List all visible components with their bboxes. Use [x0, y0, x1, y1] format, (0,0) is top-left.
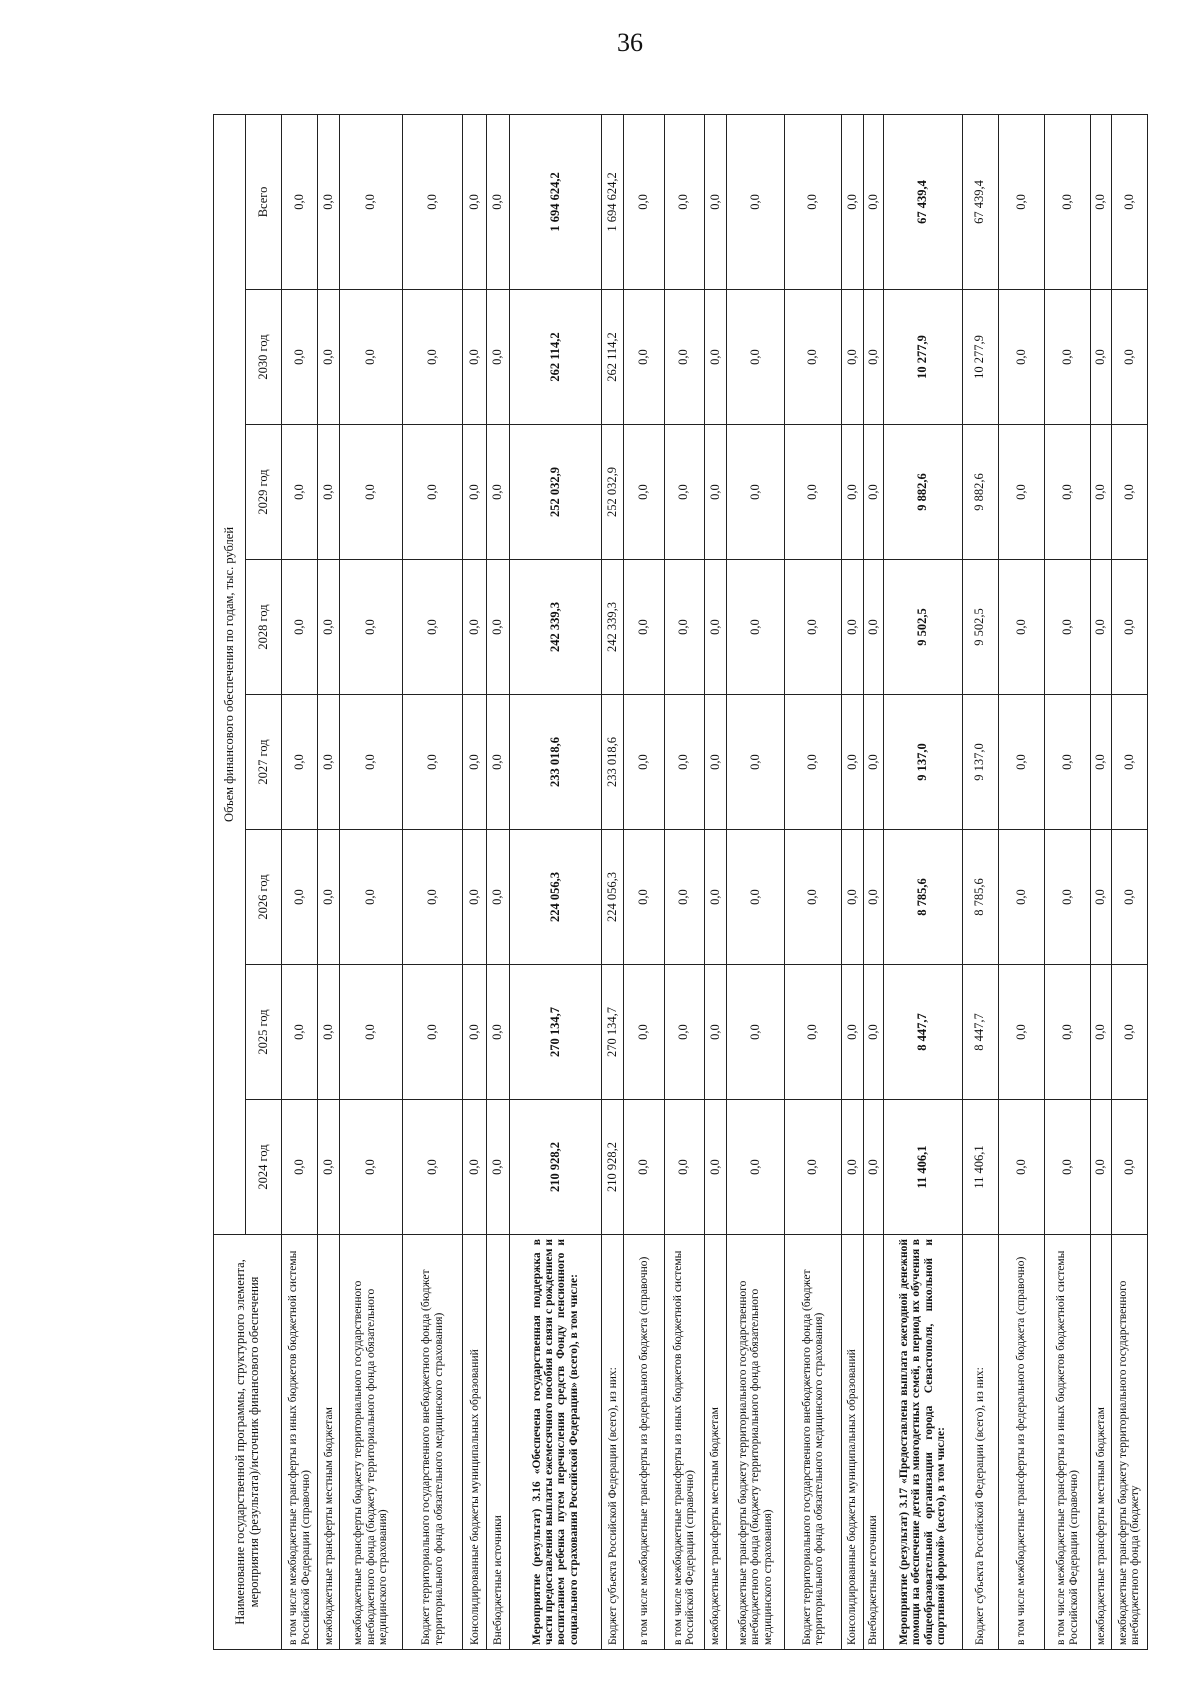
cell-value: 0,0 — [402, 560, 462, 695]
cell-value: 0,0 — [402, 830, 462, 965]
cell-value: 9 882,6 — [962, 425, 998, 560]
cell-total: 0,0 — [463, 114, 487, 289]
cell-value: 0,0 — [318, 965, 340, 1100]
cell-value: 0,0 — [841, 560, 863, 695]
cell-value: 9 502,5 — [962, 560, 998, 695]
cell-value: 0,0 — [841, 695, 863, 830]
cell-total: 0,0 — [282, 114, 318, 289]
cell-value: 0,0 — [998, 965, 1044, 1100]
table-row — [1111, 114, 1147, 1649]
budget-table — [213, 114, 1148, 1650]
row-name: межбюджетные трансферты местным бюджетам — [318, 1235, 340, 1650]
cell-total: 67 439,4 — [884, 114, 963, 289]
cell-value: 0,0 — [664, 965, 704, 1100]
cell-value: 0,0 — [1091, 1100, 1111, 1235]
cell-value: 233 018,6 — [602, 695, 624, 830]
cell-value: 252 032,9 — [602, 425, 624, 560]
cell-value: 11 406,1 — [884, 1100, 963, 1235]
row-name: Внебюджетные источники — [487, 1235, 509, 1650]
cell-value: 0,0 — [1111, 695, 1147, 830]
cell-value: 0,0 — [1045, 965, 1091, 1100]
cell-total: 0,0 — [487, 114, 509, 289]
cell-total: 0,0 — [1091, 114, 1111, 289]
cell-value: 0,0 — [282, 560, 318, 695]
cell-value: 0,0 — [282, 425, 318, 560]
cell-value: 0,0 — [624, 425, 664, 560]
cell-value: 0,0 — [402, 1100, 462, 1235]
row-name: Консолидированные бюджеты муниципальных образований — [463, 1235, 487, 1650]
cell-value: 0,0 — [282, 965, 318, 1100]
table-row — [863, 114, 883, 1649]
cell-value: 0,0 — [1111, 965, 1147, 1100]
cell-value: 0,0 — [282, 1100, 318, 1235]
cell-value: 0,0 — [487, 830, 509, 965]
row-name: межбюджетные трансферты бюджету территориального государственного внебюджетного фонда (бюджету — [1111, 1235, 1147, 1650]
cell-value: 0,0 — [282, 695, 318, 830]
cell-value: 0,0 — [664, 290, 704, 425]
cell-value: 0,0 — [487, 560, 509, 695]
cell-value: 0,0 — [841, 830, 863, 965]
table-row — [841, 114, 863, 1649]
cell-value: 0,0 — [863, 830, 883, 965]
cell-value: 0,0 — [318, 695, 340, 830]
row-name: Внебюджетные источники — [863, 1235, 883, 1650]
cell-value: 0,0 — [704, 560, 726, 695]
cell-value: 0,0 — [785, 965, 841, 1100]
cell-value: 0,0 — [318, 425, 340, 560]
cell-total: 0,0 — [1111, 114, 1147, 289]
cell-value: 0,0 — [1045, 560, 1091, 695]
table-row-measure-3-17 — [884, 114, 963, 1649]
cell-value: 252 032,9 — [509, 425, 602, 560]
cell-value: 0,0 — [318, 290, 340, 425]
cell-value: 0,0 — [664, 695, 704, 830]
page-number: 36 — [617, 28, 643, 57]
cell-value: 0,0 — [402, 695, 462, 830]
cell-value: 0,0 — [785, 1100, 841, 1235]
table-row — [318, 114, 340, 1649]
row-name: Бюджет территориального государственного внебюджетного фонда (бюджет территориального фонда обязательного медицинского страхования) — [785, 1235, 841, 1650]
cell-value: 210 928,2 — [602, 1100, 624, 1235]
cell-value: 0,0 — [841, 290, 863, 425]
cell-value: 0,0 — [863, 695, 883, 830]
table-row — [785, 114, 841, 1649]
cell-value: 0,0 — [785, 695, 841, 830]
cell-value: 242 339,3 — [602, 560, 624, 695]
cell-value: 0,0 — [487, 425, 509, 560]
cell-value: 0,0 — [726, 425, 784, 560]
cell-total: 0,0 — [863, 114, 883, 289]
cell-value: 0,0 — [463, 965, 487, 1100]
row-name: в том числе межбюджетные трансферты из иных бюджетов бюджетной системы Российской Федерации (справочно) — [282, 1235, 318, 1650]
cell-value: 0,0 — [1111, 830, 1147, 965]
cell-value: 0,0 — [1111, 1100, 1147, 1235]
cell-total: 0,0 — [402, 114, 462, 289]
cell-total: 0,0 — [998, 114, 1044, 289]
cell-value: 0,0 — [998, 425, 1044, 560]
cell-value: 0,0 — [1045, 695, 1091, 830]
cell-value: 0,0 — [704, 290, 726, 425]
cell-value: 0,0 — [726, 965, 784, 1100]
cell-value: 0,0 — [785, 560, 841, 695]
cell-value: 0,0 — [463, 695, 487, 830]
cell-total: 0,0 — [785, 114, 841, 289]
cell-total: 0,0 — [340, 114, 402, 289]
year-header: 2028 год — [246, 560, 282, 695]
cell-value: 0,0 — [998, 695, 1044, 830]
cell-value: 0,0 — [624, 1100, 664, 1235]
row-name: Бюджет субъекта Российской Федерации (всего), из них: — [962, 1235, 998, 1650]
cell-value: 0,0 — [487, 290, 509, 425]
cell-value: 0,0 — [664, 830, 704, 965]
cell-total: 1 694 624,2 — [602, 114, 624, 289]
cell-value: 270 134,7 — [509, 965, 602, 1100]
table-row — [624, 114, 664, 1649]
cell-value: 0,0 — [726, 695, 784, 830]
cell-value: 224 056,3 — [602, 830, 624, 965]
year-header: 2029 год — [246, 425, 282, 560]
cell-value: 0,0 — [863, 425, 883, 560]
row-name: в том числе межбюджетные трансферты из федерального бюджета (справочно) — [998, 1235, 1044, 1650]
cell-total: 67 439,4 — [962, 114, 998, 289]
year-header: 2026 год — [246, 830, 282, 965]
cell-value: 0,0 — [863, 965, 883, 1100]
table-row — [962, 114, 998, 1649]
row-name: межбюджетные трансферты местным бюджетам — [704, 1235, 726, 1650]
row-name: Мероприятие (результат) 3.16 «Обеспечена государственная поддержка в части предоставления выплаты ежемесячного пособия в связи с рождением и воспитанием ребенка путем перечисления средств Фонду пенсионного и социального страхования Российской Федерации» (всего), в том числе: — [509, 1235, 602, 1650]
row-name: Бюджет территориального государственного внебюджетного фонда (бюджет территориального фонда обязательного медицинского страхования) — [402, 1235, 462, 1650]
cell-value: 0,0 — [1091, 695, 1111, 830]
cell-value: 0,0 — [340, 560, 402, 695]
cell-value: 0,0 — [487, 695, 509, 830]
cell-value: 0,0 — [1111, 290, 1147, 425]
cell-value: 8 447,7 — [884, 965, 963, 1100]
cell-value: 9 882,6 — [884, 425, 963, 560]
row-name: в том числе межбюджетные трансферты из иных бюджетов бюджетной системы Российской Федерации (справочно) — [1045, 1235, 1091, 1650]
row-name: межбюджетные трансферты местным бюджетам — [1091, 1235, 1111, 1650]
cell-total: 1 694 624,2 — [509, 114, 602, 289]
table-row — [340, 114, 402, 1649]
cell-value: 0,0 — [402, 965, 462, 1100]
cell-value: 0,0 — [704, 830, 726, 965]
cell-value: 0,0 — [998, 290, 1044, 425]
cell-value: 262 114,2 — [602, 290, 624, 425]
cell-value: 233 018,6 — [509, 695, 602, 830]
cell-value: 0,0 — [624, 560, 664, 695]
cell-value: 224 056,3 — [509, 830, 602, 965]
year-header: 2030 год — [246, 290, 282, 425]
cell-value: 8 447,7 — [962, 965, 998, 1100]
cell-value: 10 277,9 — [962, 290, 998, 425]
year-header: 2024 год — [246, 1100, 282, 1235]
cell-value: 0,0 — [998, 1100, 1044, 1235]
cell-value: 0,0 — [785, 830, 841, 965]
table-row — [402, 114, 462, 1649]
cell-value: 0,0 — [726, 830, 784, 965]
cell-value: 0,0 — [463, 1100, 487, 1235]
table-row — [1091, 114, 1111, 1649]
cell-value: 0,0 — [1091, 830, 1111, 965]
cell-value: 0,0 — [1111, 560, 1147, 695]
table-row — [998, 114, 1044, 1649]
table-row-measure-3-16 — [509, 114, 602, 1649]
cell-value: 0,0 — [664, 1100, 704, 1235]
name-column-header: Наименование государственной программы, структурного элемента, мероприятия (результата)/источник финансового обеспечения — [214, 1235, 282, 1650]
cell-value: 8 785,6 — [884, 830, 963, 965]
total-header: Всего — [246, 114, 282, 289]
cell-value: 0,0 — [1091, 425, 1111, 560]
row-name: Бюджет субъекта Российской Федерации (всего), из них: — [602, 1235, 624, 1650]
cell-value: 242 339,3 — [509, 560, 602, 695]
cell-value: 0,0 — [998, 560, 1044, 695]
cell-value: 10 277,9 — [884, 290, 963, 425]
table-row — [704, 114, 726, 1649]
cell-value: 0,0 — [1045, 1100, 1091, 1235]
cell-value: 0,0 — [863, 290, 883, 425]
cell-value: 0,0 — [340, 830, 402, 965]
cell-value: 0,0 — [463, 830, 487, 965]
table-row — [487, 114, 509, 1649]
cell-value: 0,0 — [841, 965, 863, 1100]
cell-total: 0,0 — [318, 114, 340, 289]
cell-value: 0,0 — [998, 830, 1044, 965]
cell-value: 270 134,7 — [602, 965, 624, 1100]
cell-value: 0,0 — [340, 1100, 402, 1235]
table-row — [602, 114, 624, 1649]
cell-value: 0,0 — [664, 425, 704, 560]
cell-value: 8 785,6 — [962, 830, 998, 965]
cell-value: 0,0 — [704, 1100, 726, 1235]
cell-value: 262 114,2 — [509, 290, 602, 425]
cell-total: 0,0 — [664, 114, 704, 289]
cell-value: 0,0 — [624, 695, 664, 830]
cell-value: 9 137,0 — [962, 695, 998, 830]
cell-value: 0,0 — [704, 695, 726, 830]
cell-value: 0,0 — [841, 425, 863, 560]
table-row — [1045, 114, 1091, 1649]
cell-value: 0,0 — [785, 290, 841, 425]
cell-total: 0,0 — [704, 114, 726, 289]
cell-value: 0,0 — [1091, 290, 1111, 425]
row-name: межбюджетные трансферты бюджету территориального государственного внебюджетного фонда (бюджету территориального фонда обязательного медицинского страхования) — [340, 1235, 402, 1650]
cell-total: 0,0 — [624, 114, 664, 289]
cell-value: 0,0 — [463, 425, 487, 560]
cell-value: 0,0 — [487, 1100, 509, 1235]
cell-value: 11 406,1 — [962, 1100, 998, 1235]
row-name: Консолидированные бюджеты муниципальных образований — [841, 1235, 863, 1650]
cell-value: 0,0 — [340, 695, 402, 830]
cell-value: 0,0 — [1091, 560, 1111, 695]
table-row — [282, 114, 318, 1649]
cell-value: 0,0 — [463, 290, 487, 425]
cell-value: 0,0 — [318, 1100, 340, 1235]
table-row — [664, 114, 704, 1649]
cell-value: 0,0 — [463, 560, 487, 695]
cell-value: 210 928,2 — [509, 1100, 602, 1235]
cell-total: 0,0 — [726, 114, 784, 289]
cell-total: 0,0 — [1045, 114, 1091, 289]
cell-value: 0,0 — [726, 290, 784, 425]
cell-value: 0,0 — [1045, 830, 1091, 965]
cell-value: 0,0 — [1045, 425, 1091, 560]
cell-value: 0,0 — [318, 830, 340, 965]
cell-value: 0,0 — [340, 425, 402, 560]
row-name: в том числе межбюджетные трансферты из федерального бюджета (справочно) — [624, 1235, 664, 1650]
cell-value: 0,0 — [704, 965, 726, 1100]
row-name: в том числе межбюджетные трансферты из иных бюджетов бюджетной системы Российской Федерации (справочно) — [664, 1235, 704, 1650]
cell-value: 9 137,0 — [884, 695, 963, 830]
table-row — [463, 114, 487, 1649]
cell-value: 0,0 — [785, 425, 841, 560]
cell-value: 0,0 — [624, 830, 664, 965]
cell-value: 0,0 — [726, 1100, 784, 1235]
funding-group-header: Объем финансового обеспечения по годам, тыс. рублей — [214, 114, 246, 1234]
row-name: межбюджетные трансферты бюджету территориального государственного внебюджетного фонда (бюджету территориального фонда обязательного медицинского страхования) — [726, 1235, 784, 1650]
year-header: 2027 год — [246, 695, 282, 830]
cell-value: 0,0 — [1111, 425, 1147, 560]
cell-total: 0,0 — [841, 114, 863, 289]
cell-value: 0,0 — [282, 830, 318, 965]
cell-value: 0,0 — [402, 425, 462, 560]
cell-value: 0,0 — [624, 290, 664, 425]
cell-value: 0,0 — [726, 560, 784, 695]
cell-value: 0,0 — [487, 965, 509, 1100]
cell-value: 0,0 — [624, 965, 664, 1100]
cell-value: 0,0 — [704, 425, 726, 560]
cell-value: 0,0 — [340, 965, 402, 1100]
cell-value: 0,0 — [1045, 290, 1091, 425]
cell-value: 0,0 — [863, 560, 883, 695]
cell-value: 0,0 — [402, 290, 462, 425]
cell-value: 0,0 — [318, 560, 340, 695]
cell-value: 0,0 — [841, 1100, 863, 1235]
rotated-table-container — [213, 115, 1148, 1650]
cell-value: 9 502,5 — [884, 560, 963, 695]
cell-value: 0,0 — [282, 290, 318, 425]
row-name: Мероприятие (результат) 3.17 «Предоставлена выплата ежегодной денежной помощи на обеспечение детей из многодетных семей, в период их обучения в общеобразовательной организации города Севастополя, школьной и спортивной формой» (всего), в том числе: — [884, 1235, 963, 1650]
table-row — [726, 114, 784, 1649]
year-header: 2025 год — [246, 965, 282, 1100]
cell-value: 0,0 — [340, 290, 402, 425]
cell-value: 0,0 — [1091, 965, 1111, 1100]
cell-value: 0,0 — [664, 560, 704, 695]
cell-value: 0,0 — [863, 1100, 883, 1235]
